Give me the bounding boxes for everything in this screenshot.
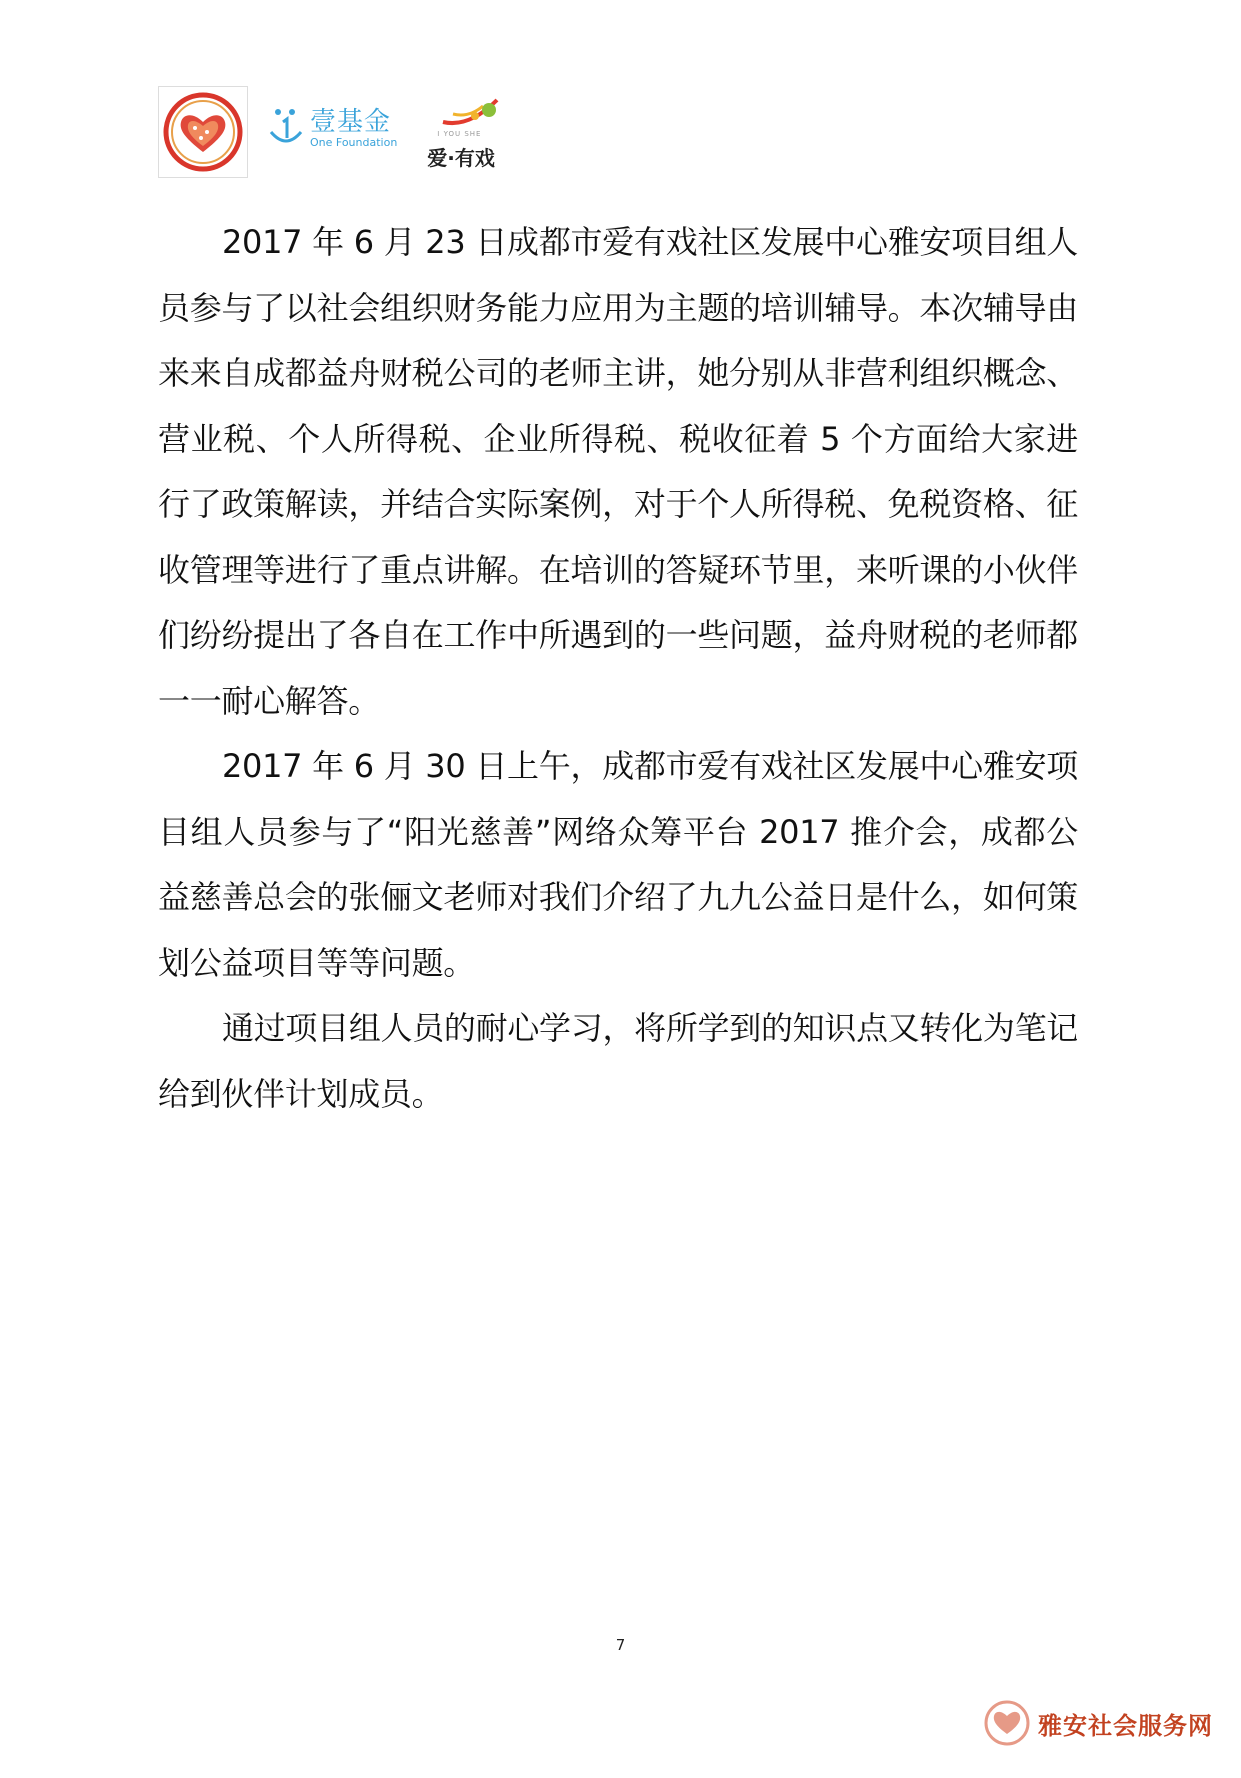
heart-seal-icon — [984, 1700, 1030, 1746]
swoosh-icon — [439, 92, 509, 132]
one-foundation-logo — [266, 104, 397, 152]
paragraph-1: 2017 年 6 月 23 日成都市爱有戏社区发展中心雅安项目组人员参与了以社会组织财务能力应用为主题的培训辅导。本次辅导由来来自成都益舟财税公司的老师主讲，她分别从非营利组织概念、营业税、个人所得税、企业所得税、税收征着 5 个方面给大家进行了政策解读，并结合实际案例，对于个人所得税、免税资格、征收管理等进行了重点讲解。在培训的答疑环节里，来听课的小伙伴们纷纷提出了各自在工作中所遇到的一些问题，益舟财税的老师都一一耐心解答。 — [158, 223, 1078, 720]
smile-one-icon — [266, 104, 306, 152]
ai-you-xi-name: 爱·有戏 — [427, 146, 495, 170]
paragraph-3: 通过项目组人员的耐心学习，将所学到的知识点又转化为笔记给到伙伴计划成员。 — [158, 1009, 1078, 1113]
heart-charity-logo — [158, 86, 248, 178]
one-foundation-cn: 壹基金 — [310, 106, 392, 137]
paragraph-2: 2017 年 6 月 30 日上午，成都市爱有戏社区发展中心雅安项目组人员参与了“阳光慈善”网络众筹平台 2017 推介会，成都公益慈善总会的张俪文老师对我们介绍了九九公益日是什么，如何策划公益项目等等问题。 — [158, 747, 1078, 982]
footer-watermark — [984, 1700, 1213, 1746]
page-number: 7 — [615, 1636, 626, 1654]
header-logos — [158, 86, 515, 178]
body-content — [158, 210, 1078, 1127]
footer-site-name: 雅安社会服务网 — [1038, 1711, 1213, 1740]
ai-you-xi-tagline: I YOU SHE — [437, 130, 482, 138]
one-foundation-en: One Foundation — [310, 135, 398, 149]
heart-icon — [163, 92, 243, 172]
ai-you-xi-logo — [425, 92, 515, 176]
